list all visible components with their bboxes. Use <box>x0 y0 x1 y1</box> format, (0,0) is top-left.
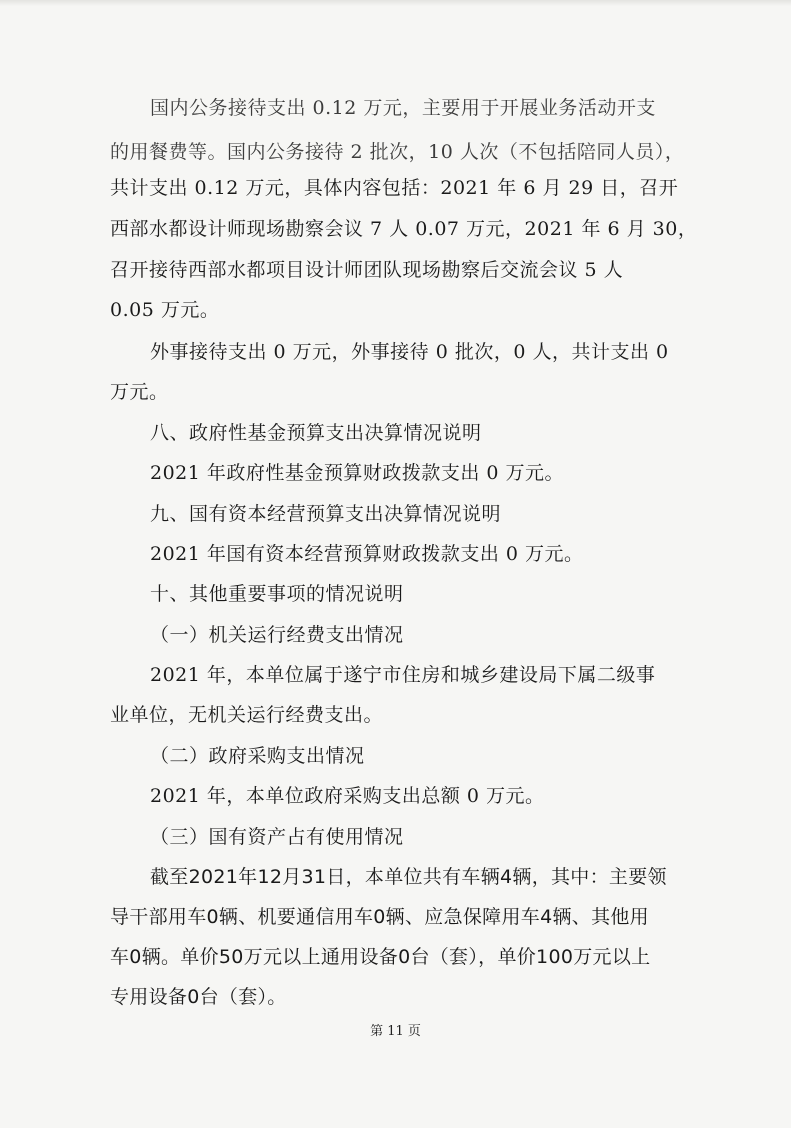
subsection-2-heading: （二）政府采购支出情况 <box>150 745 365 767</box>
paragraph-domestic-reception-line-5: 召开接待西部水都项目设计师团队现场勘察后交流会议 5 人 <box>110 259 624 281</box>
subsection-3-line-2: 导干部用车0辆、机要通信用车0辆、应急保障用车4辆、其他用 <box>110 906 649 928</box>
subsection-2-body: 2021 年，本单位政府采购支出总额 0 万元。 <box>150 785 545 807</box>
paragraph-domestic-reception-line-6: 0.05 万元。 <box>110 299 220 321</box>
subsection-1-line-2: 业单位，无机关运行经费支出。 <box>110 704 384 726</box>
section-9-heading: 九、国有资本经营预算支出决算情况说明 <box>150 503 502 525</box>
paragraph-domestic-reception-line-1: 国内公务接待支出 0.12 万元，主要用于开展业务活动开支 <box>150 97 656 119</box>
subsection-1-heading: （一）机关运行经费支出情况 <box>150 624 404 646</box>
paragraph-domestic-reception-line-2: 的用餐费等。国内公务接待 2 批次，10 人次（不包括陪同人员）， <box>110 141 685 163</box>
subsection-3-line-4: 专用设备0台（套）。 <box>110 986 287 1008</box>
paragraph-foreign-reception-line-1: 外事接待支出 0 万元，外事接待 0 批次，0 人，共计支出 0 <box>150 341 669 363</box>
section-10-heading: 十、其他重要事项的情况说明 <box>150 583 404 605</box>
subsection-3-line-1: 截至2021年12月31日，本单位共有车辆4辆，其中：主要领 <box>150 866 667 888</box>
section-8-body: 2021 年政府性基金预算财政拨款支出 0 万元。 <box>150 462 565 484</box>
section-9-body: 2021 年国有资本经营预算财政拨款支出 0 万元。 <box>150 543 584 565</box>
paragraph-foreign-reception-line-2: 万元。 <box>110 381 169 403</box>
page-number: 第 11 页 <box>370 1024 421 1039</box>
subsection-1-line-1: 2021 年，本单位属于遂宁市住房和城乡建设局下属二级事 <box>150 664 656 686</box>
paragraph-domestic-reception-line-3: 共计支出 0.12 万元，具体内容包括：2021 年 6 月 29 日，召开 <box>110 177 679 199</box>
subsection-3-heading: （三）国有资产占有使用情况 <box>150 826 404 848</box>
paragraph-domestic-reception-line-4: 西部水都设计师现场勘察会议 7 人 0.07 万元，2021 年 6 月 30， <box>110 218 698 240</box>
subsection-3-line-3: 车0辆。单价50万元以上通用设备0台（套），单价100万元以上 <box>110 946 651 968</box>
section-8-heading: 八、政府性基金预算支出决算情况说明 <box>150 422 482 444</box>
